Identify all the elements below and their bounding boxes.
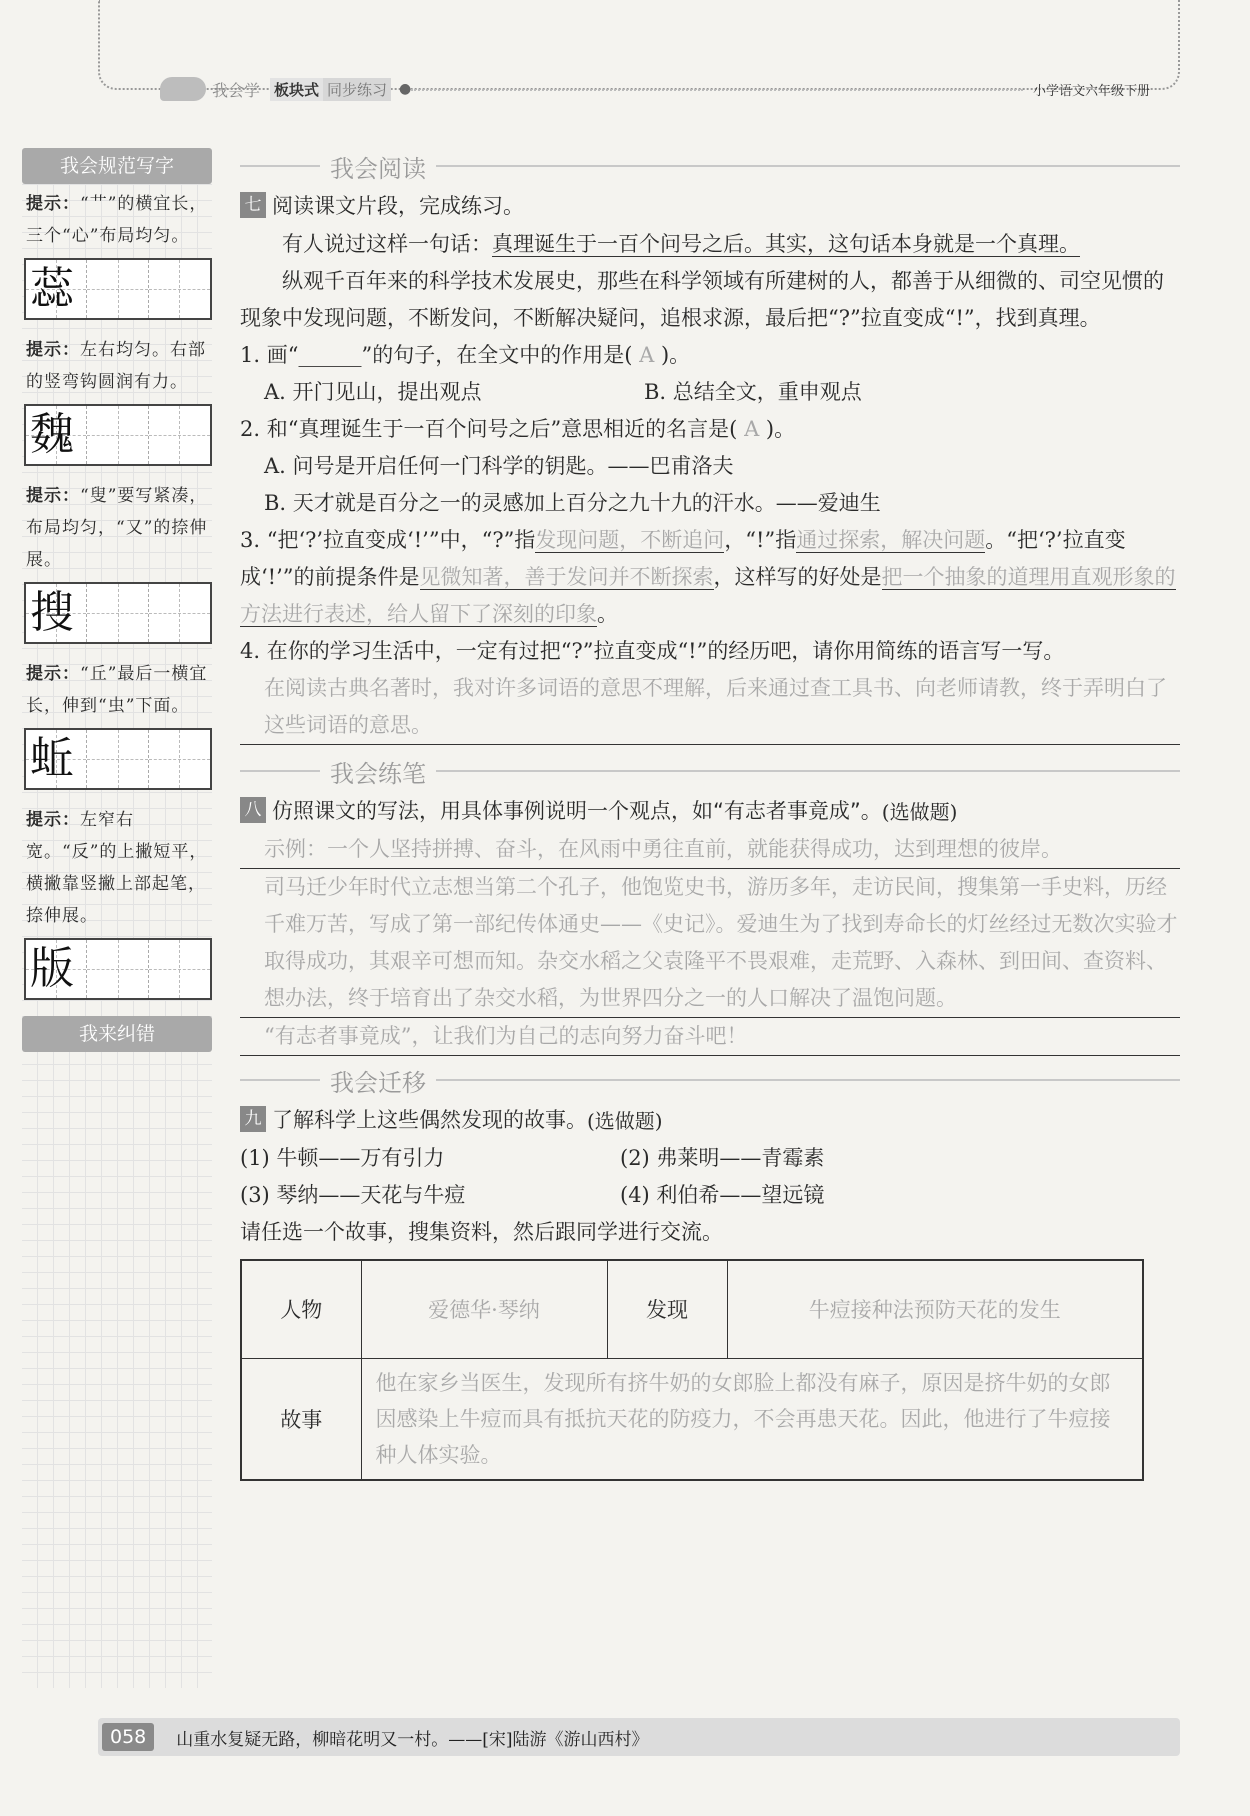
story-list bbox=[240, 1177, 1180, 1214]
option-b[interactable]: B. 总结全文，重申观点 bbox=[644, 380, 862, 404]
option-b[interactable]: B. 天才就是百分之一的灵感加上百分之九十九的汗水。——爱迪生 bbox=[264, 491, 881, 515]
writing-section-header: 我会练笔 bbox=[240, 753, 1180, 789]
person-value[interactable]: 爱德华·琴纳 bbox=[361, 1260, 607, 1358]
answer-field[interactable]: 通过探索，解决问题 bbox=[796, 528, 986, 552]
tip-2: 提示：左右均匀。右部的竖弯钩圆润有力。 bbox=[26, 340, 206, 392]
question-4-answer[interactable]: 在阅读古典名著时，我对许多词语的意思不理解，后来通过查工具书、向老师请教，终于弄明白了这些词语的意思。 bbox=[240, 670, 1180, 745]
question-number: 八 bbox=[240, 797, 266, 823]
model-char: 魏 bbox=[30, 409, 74, 460]
discovery-label: 发现 bbox=[607, 1260, 727, 1358]
option-a[interactable]: A. 开门见山，提出观点 bbox=[264, 380, 482, 404]
story-value[interactable]: 他在家乡当医生，发现所有挤牛奶的女郎脸上都没有麻子，原因是挤牛奶的女郎因感染上牛痘而具有抵抗天花的防疫力，不会再患天花。因此，他进行了牛痘接种人体实验。 bbox=[361, 1358, 1143, 1480]
story-list bbox=[240, 1140, 1180, 1177]
char-box-3[interactable] bbox=[24, 582, 212, 644]
answer-2[interactable]: A bbox=[744, 417, 760, 441]
model-char: 版 bbox=[30, 943, 74, 994]
passage-paragraph-1: 有人说过这样一句话：真理诞生于一百个问号之后。其实，这句话本身就是一个真理。 bbox=[282, 232, 1080, 256]
writing-answer-line[interactable]: “有志者事竟成”，让我们为自己的志向努力奋斗吧！ bbox=[240, 1018, 1180, 1056]
series-main: 板块式 bbox=[270, 78, 323, 101]
header-divider bbox=[411, 89, 1023, 91]
story-item: (2) 弗莱明——青霉素 bbox=[620, 1146, 825, 1170]
instruction: 请任选一个故事，搜集资料，然后跟同学进行交流。 bbox=[240, 1220, 723, 1244]
writing-answer-line[interactable]: 示例：一个人坚持拼搏、奋斗，在风雨中勇往直前，就能获得成功，达到理想的彼岸。 bbox=[240, 831, 1180, 869]
answer-field[interactable]: 把一个抽象的道理用直观形象的方法进行表述，给人留下了深刻的印象 bbox=[240, 565, 1176, 626]
brand-logo-icon bbox=[160, 77, 206, 101]
question-9-title: 九 了解科学上这些偶然发现的故事。 (选做题) bbox=[240, 1104, 1180, 1134]
main-content bbox=[240, 148, 1180, 1481]
story-table bbox=[240, 1259, 1144, 1481]
story-item: (1) 牛顿——万有引力 bbox=[240, 1146, 445, 1170]
writing-answer-line[interactable]: 司马迁少年时代立志想当第二个孔子，他饱览史书，游历多年，走访民间，搜集第一手史料，历经千难万苦，写成了第一部纪传体通史——《史记》。爱迪生为了找到寿命长的灯丝经过无数次实验才取得成功，其艰辛可想而知。杂交水稻之父袁隆平不畏艰难，走荒野、入森林、到田间、查资料、想办法，终于培育出了杂交水稻，为世界四分之一的人口解决了温饱问题。 bbox=[240, 869, 1180, 1018]
person-label: 人物 bbox=[241, 1260, 361, 1358]
char-box-5[interactable] bbox=[24, 938, 212, 1000]
transfer-section-header: 我会迁移 bbox=[240, 1062, 1180, 1098]
question-2: 2. 和“真理诞生于一百个问号之后”意思相近的名言是( A )。 bbox=[240, 417, 796, 441]
brand-name: 我会学 bbox=[212, 80, 261, 100]
grade-label: 小学语文六年级下册 bbox=[1032, 83, 1150, 99]
tip-5: 提示：左窄右宽。“反”的上撇短平，横撇靠竖撇上部起笔，捺伸展。 bbox=[26, 810, 208, 926]
footer-quote: 山重水复疑无路，柳暗花明又一村。——[宋]陆游《游山西村》 bbox=[176, 1729, 649, 1750]
model-char: 蚯 bbox=[30, 733, 74, 784]
page-footer bbox=[98, 1718, 1180, 1756]
passage-paragraph-2: 纵观千百年来的科学技术发展史，那些在科学领域有所建树的人，都善于从细微的、司空见惯的现象中发现问题，不断发问，不断解决疑问，追根求源，最后把“?”拉直变成“!”，找到真理。 bbox=[240, 269, 1164, 330]
question-number: 七 bbox=[240, 192, 266, 218]
question-1: 1. 画“______”的句子，在全文中的作用是( A )。 bbox=[240, 343, 691, 367]
question-3: 3. “把‘?’拉直变成‘!’”中，“?”指发现问题，不断追问，“!”指通过探索，解决问题。“把‘?’拉直变成‘!’”的前提条件是见微知著，善于发问并不断探索，这样写的好处是把一个抽象的道理用直观形象的方法进行表述，给人留下了深刻的印象。 bbox=[240, 528, 1176, 626]
dot-icon: ● bbox=[399, 81, 412, 97]
tip-1: 提示：“艹”的横宜长，三个“心”布局均匀。 bbox=[26, 194, 208, 246]
writing-sidebar bbox=[22, 148, 212, 1688]
model-char: 蕊 bbox=[30, 263, 74, 314]
story-item: (4) 利伯希——望远镜 bbox=[620, 1183, 825, 1207]
page-number: 058 bbox=[102, 1723, 154, 1751]
story-label: 故事 bbox=[241, 1358, 361, 1480]
question-1-options bbox=[240, 374, 1180, 411]
model-char: 搜 bbox=[30, 587, 74, 638]
char-box-1[interactable] bbox=[24, 258, 212, 320]
question-number: 九 bbox=[240, 1106, 266, 1132]
option-a[interactable]: A. 问号是开启任何一门科学的钥匙。——巴甫洛夫 bbox=[264, 454, 734, 478]
reading-section-header: 我会阅读 bbox=[240, 148, 1180, 184]
answer-field[interactable]: 见微知著，善于发问并不断探索 bbox=[419, 565, 714, 589]
correction-title: 我来纠错 bbox=[22, 1016, 212, 1052]
page-header bbox=[160, 76, 1150, 102]
series-sub: 同步练习 bbox=[323, 78, 391, 101]
tip-3: 提示：“叟”要写紧凑，布局均匀，“又”的捺伸展。 bbox=[26, 486, 208, 570]
question-8-title: 八 仿照课文的写法，用具体事例说明一个观点，如“有志者事竟成”。 (选做题) bbox=[240, 795, 1180, 825]
sidebar-title: 我会规范写字 bbox=[22, 148, 212, 184]
char-box-2[interactable] bbox=[24, 404, 212, 466]
char-box-4[interactable] bbox=[24, 728, 212, 790]
answer-1[interactable]: A bbox=[639, 343, 655, 367]
discovery-value[interactable]: 牛痘接种法预防天花的发生 bbox=[727, 1260, 1143, 1358]
answer-field[interactable]: 发现问题，不断追问 bbox=[535, 528, 725, 552]
question-7-title: 七 阅读课文片段，完成练习。 bbox=[240, 190, 1180, 220]
tip-4: 提示：“丘”最后一横宜长，伸到“虫”下面。 bbox=[26, 664, 208, 716]
story-item: (3) 琴纳——天花与牛痘 bbox=[240, 1183, 466, 1207]
question-4: 4. 在你的学习生活中，一定有过把“?”拉直变成“!”的经历吧，请你用简练的语言写一写。 bbox=[240, 639, 1065, 663]
